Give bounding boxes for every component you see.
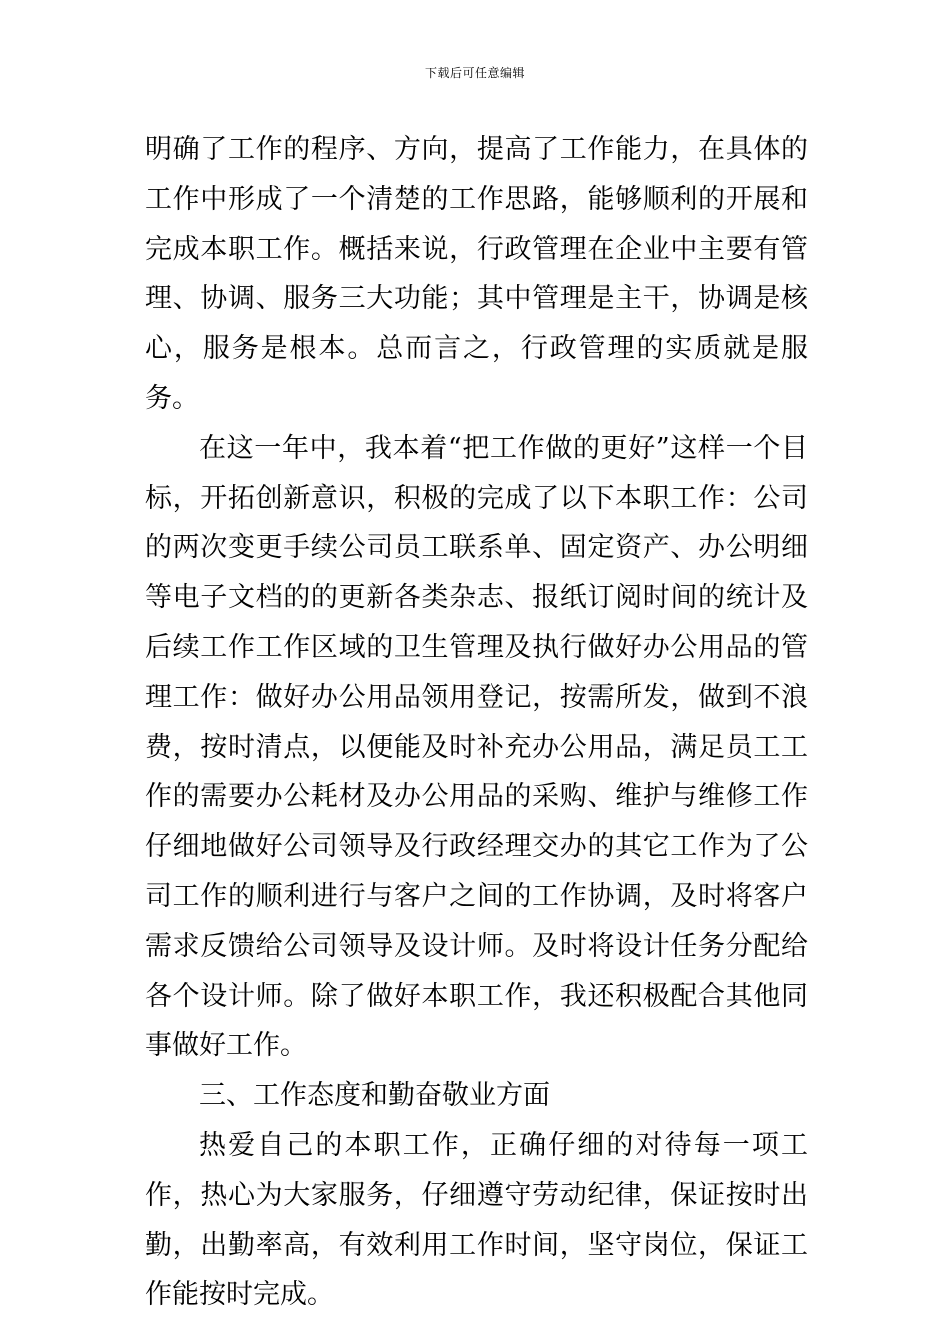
text-line: 完成。 [253,1279,334,1311]
paragraph-3 [145,1121,808,1320]
text-line: 在这一年中，我本着“把工作做的更好”这样一个目 [199,432,808,464]
text-line: 勤率高，有效利用工作时间，坚守岗位，保证工作能按时 [145,1229,809,1311]
text-line: 本职工作。概括来说，行政管理在企业中主要有管理、协 [145,233,809,315]
text-line: 调、服务三大功能；其中管理是主干，协调是核心，服务 [145,283,809,365]
paragraph-1 [145,125,808,424]
text-line: 耗材及办公用品的采购、维护与维修工作仔细地做好公司 [145,781,809,863]
text-line: 是根本。总而言之，行政管理的实质就是服务。 [145,333,809,414]
text-line: 作工作区域的卫生管理及执行做好办公用品的管理工作： [145,631,809,713]
page-header: 下载后可任意编辑 [424,66,525,80]
text-line: 本职工作，我还积极配合其他同事做好工作。 [145,980,809,1062]
text-line: 三、工作态度和勤奋敬业方面 [199,1080,550,1112]
text-line: 与客户之间的工作协调，及时将客户需求反馈给公司领导 [145,880,809,962]
text-line: 热心为大家服务，仔细遵守劳动纪律，保证按时出勤，出 [145,1179,809,1261]
paragraph-2 [145,424,808,1071]
text-line: 及设计师。及时将设计任务分配给各个设计师。除了做好 [145,930,809,1012]
text-line: 领导及行政经理交办的其它工作为了公司工作的顺利进行 [145,831,809,912]
text-line: 做好办公用品领用登记，按需所发，做到不浪费，按时清 [145,681,808,763]
text-line: 两次变更手续公司员工联系单、固定资产、办公明细等电 [145,532,809,614]
section-heading [145,1071,808,1121]
text-line: 作中形成了一个清楚的工作思路，能够顺利的开展和完成 [145,183,809,265]
text-line: 热爱自己的本职工作，正确仔细的对待每一项工作， [145,1129,808,1211]
text-line: 明确了工作的程序、方向，提高了工作能力，在具体的工 [145,134,808,215]
text-line: 标，开拓创新意识，积极的完成了以下本职工作：公司的 [145,482,808,564]
text-line: 点，以便能及时补充办公用品，满足员工工作的需要办公 [145,731,809,813]
text-line: 子文档的的更新各类杂志、报纸订阅时间的统计及后续工 [145,582,809,663]
document-body [145,125,808,1320]
